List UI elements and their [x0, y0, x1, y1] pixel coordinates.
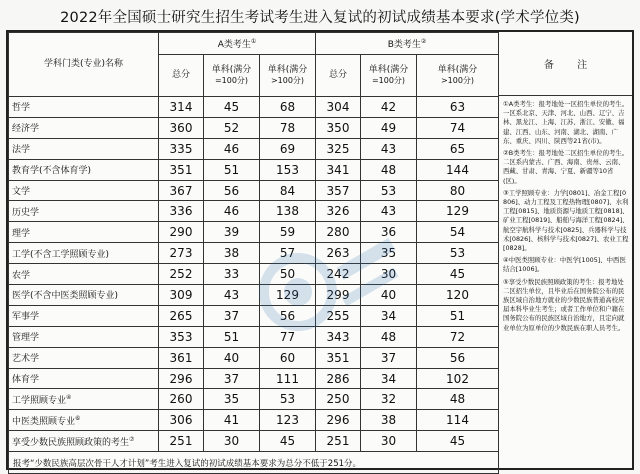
score-cell-b-2: 129: [417, 201, 499, 222]
score-cell-a-2: 53: [260, 389, 316, 410]
score-cell-a-2: 69: [260, 138, 316, 159]
score-cell-a-0: 273: [159, 243, 204, 264]
score-cell-a-0: 360: [159, 117, 204, 138]
score-cell-b-1: 48: [361, 159, 417, 180]
score-cell-b-2: 51: [417, 305, 499, 326]
score-cell-a-1: 39: [204, 222, 260, 243]
page-title: 2022年全国硕士研究生招生考试考生进入复试的初试成绩基本要求(学术学位类): [60, 10, 580, 26]
score-cell-b-0: 296: [316, 410, 361, 431]
score-cell-a-0: 367: [159, 180, 204, 201]
score-cell-b-2: 56: [417, 347, 499, 368]
score-cell-a-0: 252: [159, 264, 204, 285]
score-cell-a-2: 56: [260, 305, 316, 326]
score-cell-b-1: 36: [361, 222, 417, 243]
score-cell-b-0: 250: [316, 389, 361, 410]
discipline-name: 教育学(不含体育学): [9, 159, 159, 180]
score-cell-a-2: 84: [260, 180, 316, 201]
score-cell-a-1: 33: [204, 264, 260, 285]
discipline-name: 管理学: [9, 326, 159, 347]
score-cell-b-0: 299: [316, 285, 361, 306]
score-cell-b-2: 54: [417, 222, 499, 243]
remark-item: ③工学照顾专业：力学[0801]、冶金工程[0806]、动力工程及工程热物理[0807]、水利工程[0815]、地质资源与地质工程[0818]、矿业工程[0819]、船舶与海洋工程[0824]、航空宇航科学与技术[0825]、兵器科学与技术[0826]、核科学与技术[0827]、农业工程[0828]。: [503, 188, 629, 253]
score-cell-a-1: 51: [204, 159, 260, 180]
score-cell-a-2: 78: [260, 117, 316, 138]
score-cell-b-0: 350: [316, 117, 361, 138]
discipline-name: 文学: [9, 180, 159, 201]
discipline-name: 历史学: [9, 201, 159, 222]
score-table-body: [9, 97, 499, 452]
score-cell-b-1: 34: [361, 305, 417, 326]
score-cell-b-1: 43: [361, 201, 417, 222]
score-cell-b-1: 30: [361, 264, 417, 285]
score-cell-b-0: 242: [316, 264, 361, 285]
score-cell-b-1: 40: [361, 285, 417, 306]
table-row: [9, 264, 499, 285]
score-cell-a-1: 46: [204, 138, 260, 159]
score-cell-b-2: 80: [417, 180, 499, 201]
table-row: [9, 285, 499, 306]
header-discipline: 学科门类(专业)名称: [9, 33, 159, 97]
score-cell-a-0: 290: [159, 222, 204, 243]
discipline-name: 中医类照顾专业⑥: [9, 410, 159, 431]
score-cell-b-2: 74: [417, 117, 499, 138]
score-cell-b-1: 37: [361, 347, 417, 368]
score-cell-b-0: 343: [316, 326, 361, 347]
score-cell-b-0: 286: [316, 368, 361, 389]
score-table: [8, 32, 499, 474]
score-cell-a-2: 77: [260, 326, 316, 347]
score-cell-a-2: 57: [260, 243, 316, 264]
score-cell-a-2: 153: [260, 159, 316, 180]
remark-item: ④中医类照顾专业：中医学[1005]、中西医结合[1006]。: [503, 256, 626, 274]
header-a-single100: 单科(满分 =100分): [204, 55, 260, 97]
table-row: [9, 180, 499, 201]
table-row: [9, 410, 499, 431]
score-cell-a-0: 353: [159, 326, 204, 347]
score-cell-a-0: 296: [159, 368, 204, 389]
table-row: [9, 159, 499, 180]
header-b-single-gt100: 单科(满分 >100分): [417, 55, 499, 97]
remarks-body: [499, 96, 632, 333]
score-cell-a-0: 260: [159, 389, 204, 410]
score-cell-a-0: 351: [159, 159, 204, 180]
score-cell-b-2: 120: [417, 285, 499, 306]
score-cell-a-0: 336: [159, 201, 204, 222]
score-cell-a-0: 361: [159, 347, 204, 368]
discipline-name: 医学(不含中医类照顾专业): [9, 285, 159, 306]
discipline-name: 军事学: [9, 305, 159, 326]
remarks-header: 备 注: [499, 32, 632, 96]
discipline-name: 经济学: [9, 117, 159, 138]
score-cell-b-0: 263: [316, 243, 361, 264]
score-cell-b-2: 45: [417, 264, 499, 285]
score-cell-a-1: 56: [204, 180, 260, 201]
table-row: [9, 389, 499, 410]
score-cell-a-2: 129: [260, 285, 316, 306]
score-cell-a-2: 68: [260, 97, 316, 118]
score-cell-b-1: 49: [361, 117, 417, 138]
score-cell-b-2: 114: [417, 410, 499, 431]
score-cell-a-0: 265: [159, 305, 204, 326]
discipline-name: 工学(不含工学照顾专业): [9, 243, 159, 264]
score-cell-a-2: 59: [260, 222, 316, 243]
table-row: [9, 201, 499, 222]
score-cell-a-1: 51: [204, 326, 260, 347]
score-cell-a-1: 30: [204, 431, 260, 452]
header-b-total: 总分: [316, 55, 361, 97]
header-group-b: B类考生②: [316, 33, 499, 55]
score-cell-a-0: 335: [159, 138, 204, 159]
score-cell-b-2: 144: [417, 159, 499, 180]
score-table-frame: [6, 30, 634, 470]
table-row: [9, 431, 499, 452]
discipline-name: 艺术学: [9, 347, 159, 368]
score-cell-b-2: 65: [417, 138, 499, 159]
score-cell-a-0: 306: [159, 410, 204, 431]
score-cell-b-1: 30: [361, 431, 417, 452]
score-cell-a-0: 309: [159, 285, 204, 306]
discipline-name: 享受少数民族照顾政策的考生⑦: [9, 431, 159, 452]
header-group-a: A类考生①: [159, 33, 316, 55]
score-cell-b-2: 53: [417, 243, 499, 264]
score-cell-b-1: 42: [361, 97, 417, 118]
score-cell-a-1: 45: [204, 97, 260, 118]
score-cell-a-2: 45: [260, 431, 316, 452]
discipline-name: 理学: [9, 222, 159, 243]
score-cell-a-1: 52: [204, 117, 260, 138]
score-cell-b-0: 325: [316, 138, 361, 159]
discipline-name: 哲学: [9, 97, 159, 118]
header-b-single100: 单科(满分 =100分): [361, 55, 417, 97]
score-cell-a-1: 37: [204, 368, 260, 389]
score-cell-b-0: 304: [316, 97, 361, 118]
header-a-single-gt100: 单科(满分 >100分): [260, 55, 316, 97]
score-cell-a-1: 37: [204, 305, 260, 326]
score-cell-a-1: 38: [204, 243, 260, 264]
table-row: [9, 326, 499, 347]
score-cell-a-1: 43: [204, 285, 260, 306]
score-cell-a-2: 60: [260, 347, 316, 368]
score-cell-a-2: 123: [260, 410, 316, 431]
table-row: [9, 305, 499, 326]
discipline-name: 工学照顾专业④: [9, 389, 159, 410]
score-cell-b-2: 72: [417, 326, 499, 347]
score-cell-a-1: 46: [204, 201, 260, 222]
table-row: [9, 97, 499, 118]
score-cell-b-0: 251: [316, 431, 361, 452]
table-row: [9, 368, 499, 389]
score-cell-b-1: 43: [361, 138, 417, 159]
score-cell-a-1: 40: [204, 347, 260, 368]
discipline-name: 农学: [9, 264, 159, 285]
score-cell-a-2: 50: [260, 264, 316, 285]
score-cell-b-1: 38: [361, 410, 417, 431]
table-row: [9, 243, 499, 264]
score-cell-a-1: 41: [204, 410, 260, 431]
score-cell-b-1: 32: [361, 389, 417, 410]
score-cell-b-1: 53: [361, 180, 417, 201]
score-cell-b-0: 326: [316, 201, 361, 222]
score-cell-b-2: 45: [417, 431, 499, 452]
discipline-name: 法学: [9, 138, 159, 159]
table-row: [9, 138, 499, 159]
score-cell-b-0: 341: [316, 159, 361, 180]
score-cell-a-0: 251: [159, 431, 204, 452]
score-cell-b-0: 357: [316, 180, 361, 201]
score-cell-b-1: 34: [361, 368, 417, 389]
score-cell-b-1: 35: [361, 243, 417, 264]
discipline-name: 体育学: [9, 368, 159, 389]
score-cell-b-0: 280: [316, 222, 361, 243]
score-cell-b-1: 48: [361, 326, 417, 347]
remark-item: ②B类考生：报考地处二区招生单位的考生。二区系内蒙古、广西、海南、贵州、云南、西藏、甘肃、青海、宁夏、新疆等10省(区)。: [503, 149, 629, 185]
table-row: [9, 117, 499, 138]
score-cell-a-2: 111: [260, 368, 316, 389]
footnote: 报考“少数民族高层次骨干人才计划”考生进入复试的初试成绩基本要求为总分不低于251分。: [9, 452, 499, 474]
score-cell-b-2: 63: [417, 97, 499, 118]
score-cell-b-2: 48: [417, 389, 499, 410]
score-cell-a-1: 35: [204, 389, 260, 410]
remarks-column: [498, 32, 632, 468]
score-cell-b-0: 255: [316, 305, 361, 326]
score-cell-b-0: 351: [316, 347, 361, 368]
remark-item: ⑤享受少数民族照顾政策的考生：报考地处二区招生单位，且毕业后在国务院公布的民族区域自治地方就业的少数民族普通高校应届本科毕业生考生；或者工作单位和户籍在国务院公布的民族区域自治地方，且定向就业单位为原单位的少数民族在职人员考生。: [503, 277, 625, 332]
header-a-total: 总分: [159, 55, 204, 97]
table-row: [9, 222, 499, 243]
score-cell-a-2: 138: [260, 201, 316, 222]
remark-item: ①A类考生：报考地处一区招生单位的考生。一区系北京、天津、河北、山西、辽宁、吉林、黑龙江、上海、江苏、浙江、安徽、福建、江西、山东、河南、湖北、湖南、广东、重庆、四川、陕西等21省(市)。: [503, 100, 629, 145]
score-cell-b-2: 102: [417, 368, 499, 389]
score-cell-a-0: 314: [159, 97, 204, 118]
table-row: [9, 347, 499, 368]
